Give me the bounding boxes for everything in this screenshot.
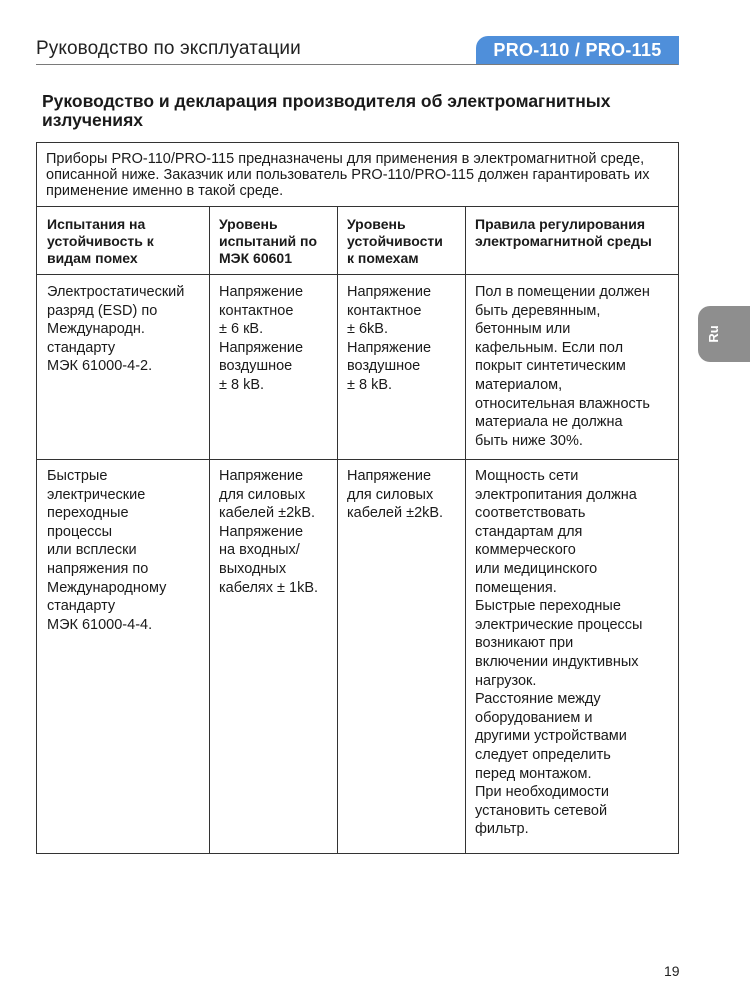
- table-divider: [37, 459, 678, 460]
- manual-title: Руководство по эксплуатации: [36, 38, 301, 59]
- row-1-iec-level: Напряжение контактное ± 6 кВ. Напряжение воздушное ± 8 kВ.: [219, 284, 304, 393]
- header-divider: [36, 64, 678, 65]
- column-header-iec-level: Уровень испытаний по МЭК 60601: [219, 216, 318, 266]
- model-badge: PRO-110 / PRO-115: [476, 36, 679, 65]
- emc-table: [36, 142, 679, 854]
- row-2-compliance-level: Напряжение для силовых кабелей ±2kВ.: [347, 468, 444, 522]
- row-2-iec-level: Напряжение для силовых кабелей ±2kВ. Напряжение на входных/ выходных кабелях ± 1kВ.: [219, 468, 319, 596]
- row-2-test: Быстрые электрические переходные процессы или всплески напряжения по Международному стандарту МЭК 61000-4-4.: [47, 468, 167, 633]
- table-divider: [37, 206, 678, 207]
- page-number: 19: [664, 963, 680, 979]
- language-tab-label: Ru: [706, 325, 721, 343]
- column-divider: [209, 206, 210, 853]
- table-intro: Приборы PRO-110/PRO-115 предназначены для применения в электромагнитной среде, описанной ниже. Заказчик или пользователь PRO-110/PRO-115 должен гарантировать их применение именно в такой среде.: [46, 151, 650, 199]
- row-1-guidance: Пол в помещении должен быть деревянным, бетонным или кафельным. Если пол покрыт синтетическим материалом, относительная влажность материала не должна быть ниже 30%.: [475, 284, 650, 449]
- column-header-compliance-level: Уровень устойчивости к помехам: [347, 216, 443, 266]
- section-heading: Руководство и декларация производителя об электромагнитных излучениях: [42, 91, 611, 130]
- language-tab: [698, 306, 750, 362]
- table-divider: [37, 274, 678, 275]
- row-1-test: Электростатический разряд (ESD) по Международн. стандарту МЭК 61000-4-2.: [47, 284, 185, 375]
- row-2-guidance: Мощность сети электропитания должна соответствовать стандартам для коммерческого или медицинского помещения. Быстрые переходные электрические процессы возникают при включении индуктивных нагрузок. Расстояние между оборудованием и другими устройствами следует определить перед монтажом. При необходимости установить сетевой фильтр.: [475, 468, 643, 838]
- row-1-compliance-level: Напряжение контактное ± 6kВ. Напряжение воздушное ± 8 kВ.: [347, 284, 432, 393]
- column-divider: [465, 206, 466, 853]
- column-header-test: Испытания на устойчивость к видам помех: [47, 216, 154, 266]
- column-header-guidance: Правила регулирования электромагнитной среды: [475, 216, 652, 249]
- column-divider: [337, 206, 338, 853]
